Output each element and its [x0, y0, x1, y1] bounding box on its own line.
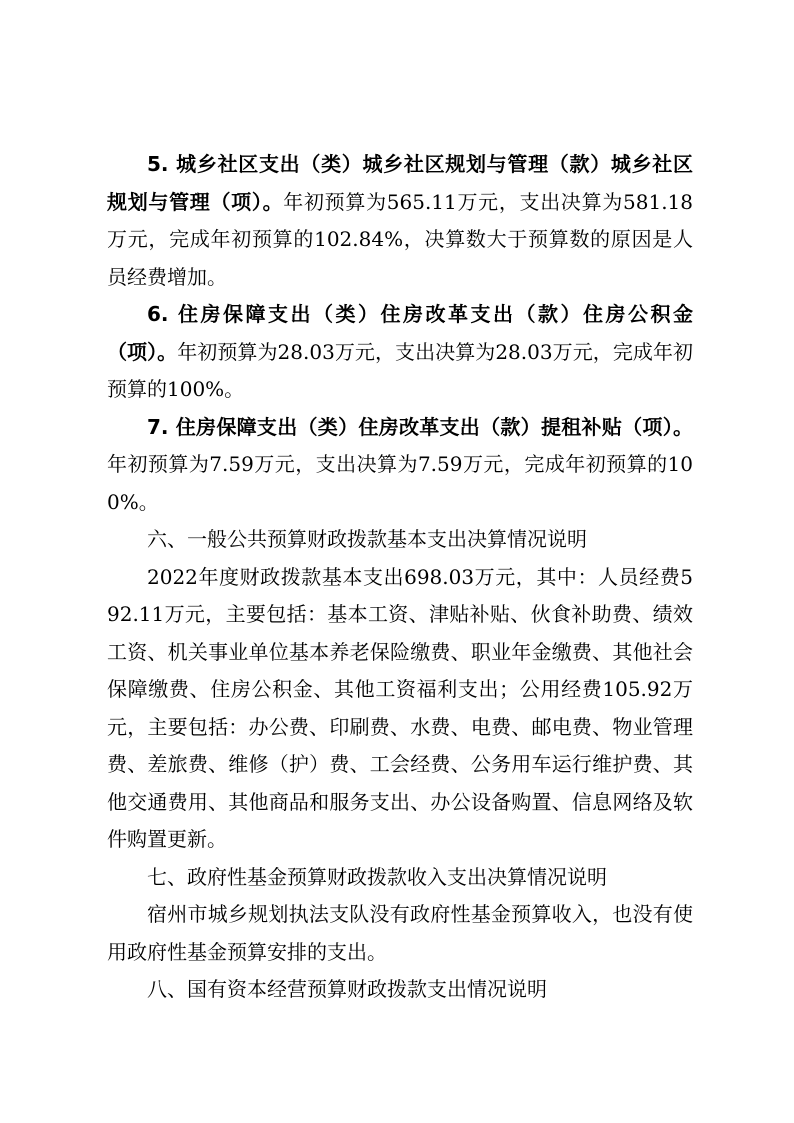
item-6-title: 6. 住房保障支出（类）住房改革支出（款）住房公积金（项）。	[107, 302, 693, 364]
item-5-paragraph	[107, 146, 693, 296]
document-page	[107, 146, 693, 1009]
section-8-heading: 八、国有资本经营预算财政拨款支出情况说明	[147, 977, 547, 1001]
section-7-body: 宿州市城乡规划执法支队没有政府性基金预算收入，也没有使用政府性基金预算安排的支出。	[107, 902, 693, 964]
section-6-body: 2022年度财政拨款基本支出698.03万元，其中：人员经费592.11万元，主要包括：基本工资、津贴补贴、伙食补助费、绩效工资、机关事业单位基本养老保险缴费、职业年金缴费、其他社会保障缴费、住房公积金、其他工资福利支出；公用经费105.92万元，主要包括：办公费、印刷费、水费、电费、邮电费、物业管理费、差旅费、维修（护）费、工会经费、公务用车运行维护费、其他交通费用、其他商品和服务支出、办公设备购置、信息网络及软件购置更新。	[107, 564, 693, 851]
section-6-heading: 六、一般公共预算财政拨款基本支出决算情况说明	[147, 527, 587, 551]
item-5-text: 年初预算为565.11万元，支出决算为581.18万元，完成年初预算的102.84%，决算数大于预算数的原因是人员经费增加。	[107, 189, 694, 289]
section-7-heading: 七、政府性基金预算财政拨款收入支出决算情况说明	[147, 864, 607, 889]
item-5-title: 5. 城乡社区支出（类）城乡社区规划与管理（款）城乡社区规划与管理（项）。	[107, 152, 693, 214]
item-7-title: 7. 住房保障支出（类）住房改革支出（款）提租补贴（项）。	[147, 414, 693, 439]
item-7-text: 年初预算为7.59万元，支出决算为7.59万元，完成年初预算的100%。	[107, 452, 693, 514]
item-7-paragraph	[107, 409, 693, 522]
item-6-paragraph	[107, 296, 693, 409]
item-6-text: 年初预算为28.03万元，支出决算为28.03万元，完成年初预算的100%。	[107, 339, 694, 401]
